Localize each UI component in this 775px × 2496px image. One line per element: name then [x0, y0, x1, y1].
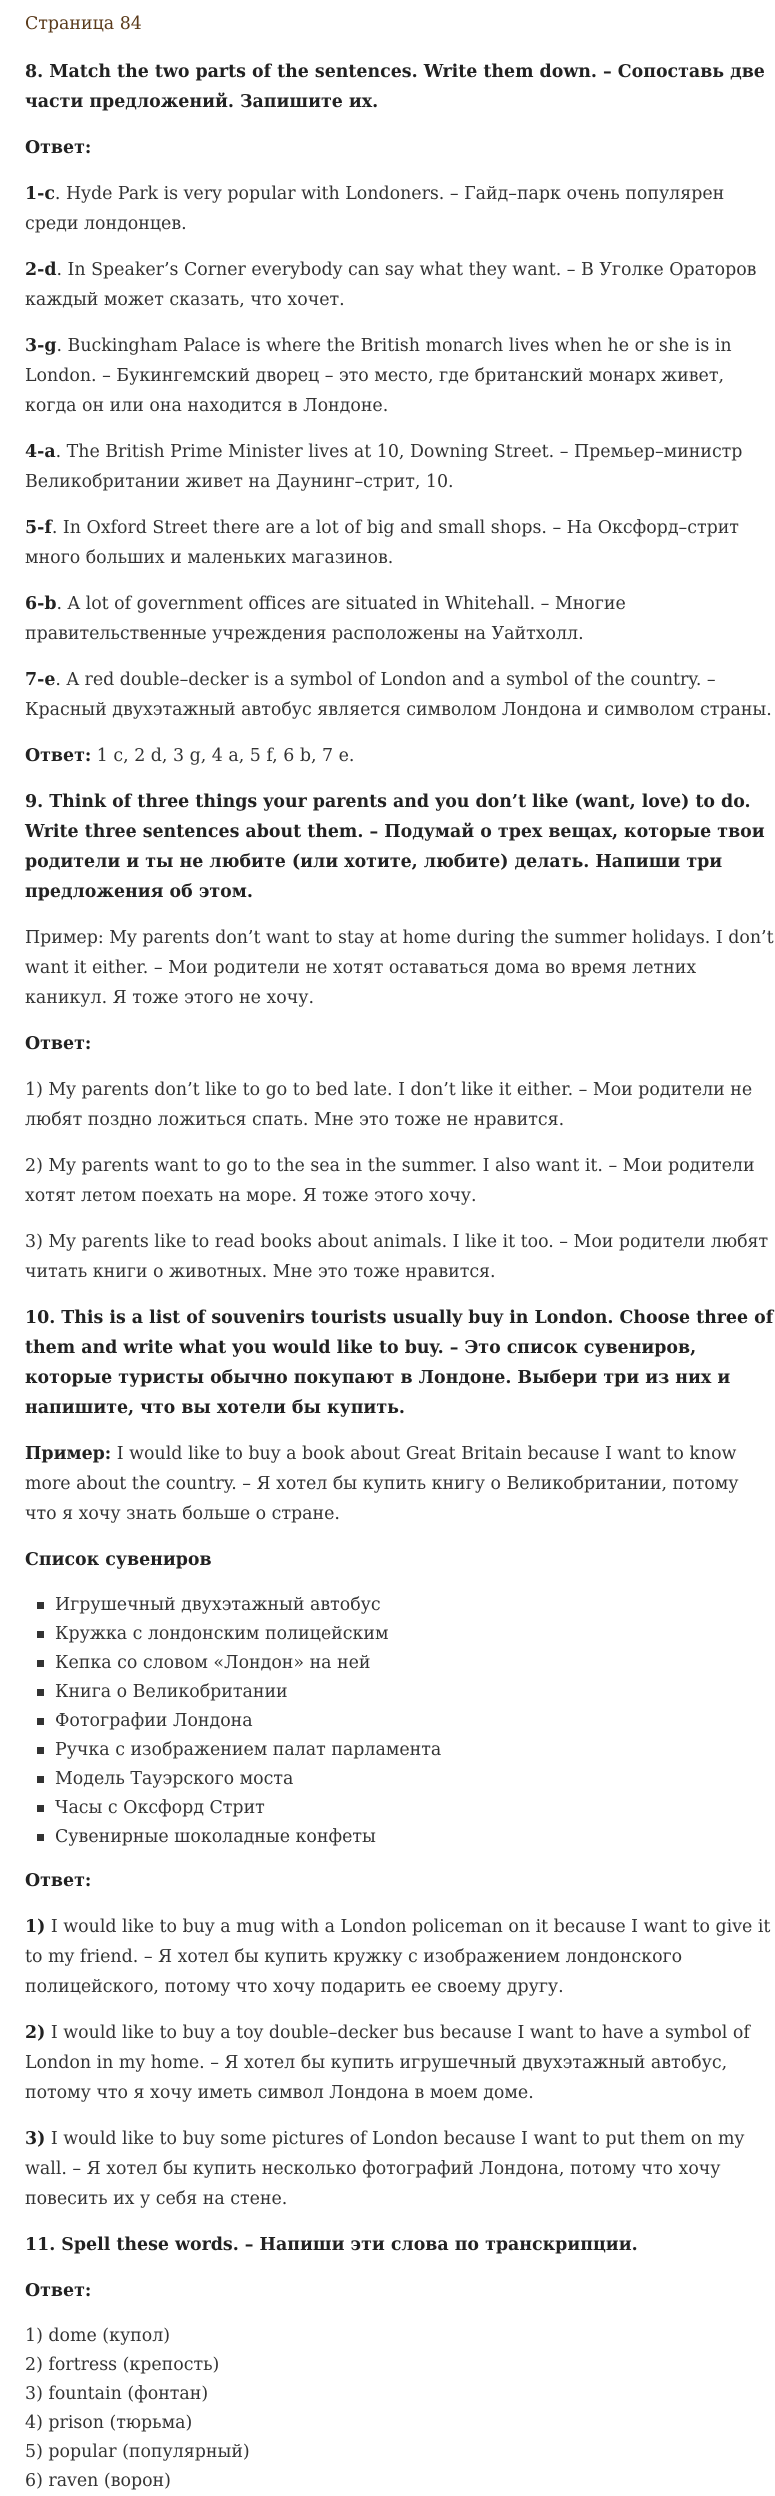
task-9-item: 3) My parents like to read books about animals. I like it too. – Мои родители любят читать книги о животных. Мне это тоже нравится. — [25, 1232, 769, 1282]
task-9-heading: 9. Think of three things your parents and you don’t like (want, love) to do. Write three sentences about them. – Подумай о трех вещах, которые твои родители и ты не любите (или хотите, любите) делать. Напиши три предложения об этом. — [25, 792, 765, 902]
task-8-item-key: 3-g — [25, 336, 57, 356]
task-10-item — [25, 1912, 774, 2002]
task-10-example-text: I would like to buy a book about Great Britain because I want to know more about the country. – Я хотел бы купить книгу о Великобритании, потому что я хочу знать больше о стране. — [25, 1444, 739, 1524]
task-9-item: 1) My parents don’t like to go to bed late. I don’t like it either. – Мои родители не любят поздно ложиться спать. Мне это тоже не нравится. — [25, 1080, 753, 1130]
task-8-item-text: . Buckingham Palace is where the British monarch lives when he or she is in London. – Букингемский дворец – это место, где британский монарх живет, когда он или она находится в Лондоне. — [25, 336, 732, 416]
souvenir-list-item: Книга о Великобритании — [55, 1678, 774, 1707]
task-8-item-key: 1-c — [25, 184, 55, 204]
task-10-item-key: 2) — [25, 2023, 46, 2043]
souvenir-list-item: Часы с Оксфорд Стрит — [55, 1794, 774, 1823]
task-11-word-list — [25, 2322, 774, 2496]
task-8-summary-label: Ответ: — [25, 746, 92, 766]
task-8-item-key: 4-a — [25, 442, 56, 462]
souvenir-list-item: Кружка с лондонским полицейским — [55, 1620, 774, 1649]
souvenir-list-item: Модель Тауэрского моста — [55, 1765, 774, 1794]
task-8-item-key: 6-b — [25, 594, 57, 614]
souvenir-list-item: Фотографии Лондона — [55, 1707, 774, 1736]
task-10-item-text: I would like to buy some pictures of London because I want to put them on my wall. – Я хотел бы купить несколько фотографий Лондона, потому что хочу повесить их у себя на стене. — [25, 2129, 745, 2209]
task-11-word: 3) fountain (фонтан) — [25, 2384, 209, 2404]
task-8-item — [25, 513, 774, 573]
task-8-item-text: . In Speaker’s Corner everybody can say what they want. – В Уголке Ораторов каждый может сказать, что хочет. — [25, 260, 757, 310]
page-number-label: Страница 84 — [25, 14, 142, 34]
task-8-item-text: . A lot of government offices are situated in Whitehall. – Многие правительственные учреждения расположены на Уайтхолл. — [25, 594, 626, 644]
task-8-item-key: 2-d — [25, 260, 57, 280]
task-10-example-label: Пример: — [25, 1444, 112, 1464]
task-10-heading: 10. This is a list of souvenirs tourists usually buy in London. Choose three of them and write what you would like to buy. – Это список сувениров, которые туристы обычно покупают в Лондоне. Выбери три из них и напишите, что вы хотели бы купить. — [25, 1308, 774, 1418]
task-8-item-text: . Hyde Park is very popular with Londoners. – Гайд–парк очень популярен среди лондонцев. — [25, 184, 725, 234]
task-10-answer-label: Ответ: — [25, 1871, 92, 1891]
task-10-item-key: 3) — [25, 2129, 46, 2149]
task-8-item-text: . In Oxford Street there are a lot of big and small shops. – На Оксфорд–стрит много больших и маленьких магазинов. — [25, 518, 739, 568]
task-8-answer-label: Ответ: — [25, 138, 92, 158]
task-8-item — [25, 665, 774, 725]
souvenir-list-item: Кепка со словом «Лондон» на ней — [55, 1649, 774, 1678]
task-9-answer-label: Ответ: — [25, 1034, 92, 1054]
task-11-answer-label: Ответ: — [25, 2281, 92, 2301]
task-8-item — [25, 179, 774, 239]
task-11-word: 2) fortress (крепость) — [25, 2355, 220, 2375]
task-8-item — [25, 331, 774, 421]
task-8-summary — [25, 741, 774, 771]
task-8-item-text: . The British Prime Minister lives at 10, Downing Street. – Премьер–министр Великобритании живет на Даунинг–стрит, 10. — [25, 442, 743, 492]
task-10-item — [25, 2018, 774, 2108]
task-11-word: 4) prison (тюрьма) — [25, 2413, 193, 2433]
souvenir-list-item: Ручка с изображением палат парламента — [55, 1736, 774, 1765]
souvenir-list — [25, 1591, 774, 1852]
souvenir-list-title: Список сувениров — [25, 1550, 212, 1570]
task-11-heading: 11. Spell these words. – Напиши эти слова по транскрипции. — [25, 2235, 638, 2255]
task-11-word: 5) popular (популярный) — [25, 2442, 250, 2462]
task-10-example — [25, 1439, 774, 1529]
task-9-item: 2) My parents want to go to the sea in the summer. I also want it. – Мои родители хотят летом поехать на море. Я тоже этого хочу. — [25, 1156, 755, 1206]
task-8-item — [25, 255, 774, 315]
task-8-item-key: 7-e — [25, 670, 56, 690]
task-8-summary-text: 1 c, 2 d, 3 g, 4 a, 5 f, 6 b, 7 e. — [91, 746, 355, 766]
task-10-item — [25, 2124, 774, 2214]
task-10-item-text: I would like to buy a toy double–decker bus because I want to have a symbol of London in my home. – Я хотел бы купить игрушечный двухэтажный автобус, потому что я хочу иметь символ Лондона в моем доме. — [25, 2023, 750, 2103]
task-10-item-text: I would like to buy a mug with a London policeman on it because I want to give it to my friend. – Я хотел бы купить кружку с изображением лондонского полицейского, потому что хочу подарить ее своему другу. — [25, 1917, 771, 1997]
task-11-word: 6) raven (ворон) — [25, 2471, 171, 2491]
task-8-item-key: 5-f — [25, 518, 52, 538]
task-11-word: 1) dome (купол) — [25, 2326, 171, 2346]
task-9-example: Пример: My parents don’t want to stay at home during the summer holidays. I don’t want it either. – Мои родители не хотят оставаться дома во время летних каникул. Я тоже этого не хочу. — [25, 928, 774, 1008]
task-8-item — [25, 589, 774, 649]
task-8-item-text: . A red double–decker is a symbol of London and a symbol of the country. – Красный двухэтажный автобус является символом Лондона и символом страны. — [25, 670, 772, 720]
souvenir-list-item: Сувенирные шоколадные конфеты — [55, 1823, 774, 1852]
souvenir-list-item: Игрушечный двухэтажный автобус — [55, 1591, 774, 1620]
task-10-item-key: 1) — [25, 1917, 46, 1937]
task-8-item — [25, 437, 774, 497]
task-8-heading: 8. Match the two parts of the sentences. Write them down. – Сопоставь две части предложений. Запишите их. — [25, 62, 765, 112]
